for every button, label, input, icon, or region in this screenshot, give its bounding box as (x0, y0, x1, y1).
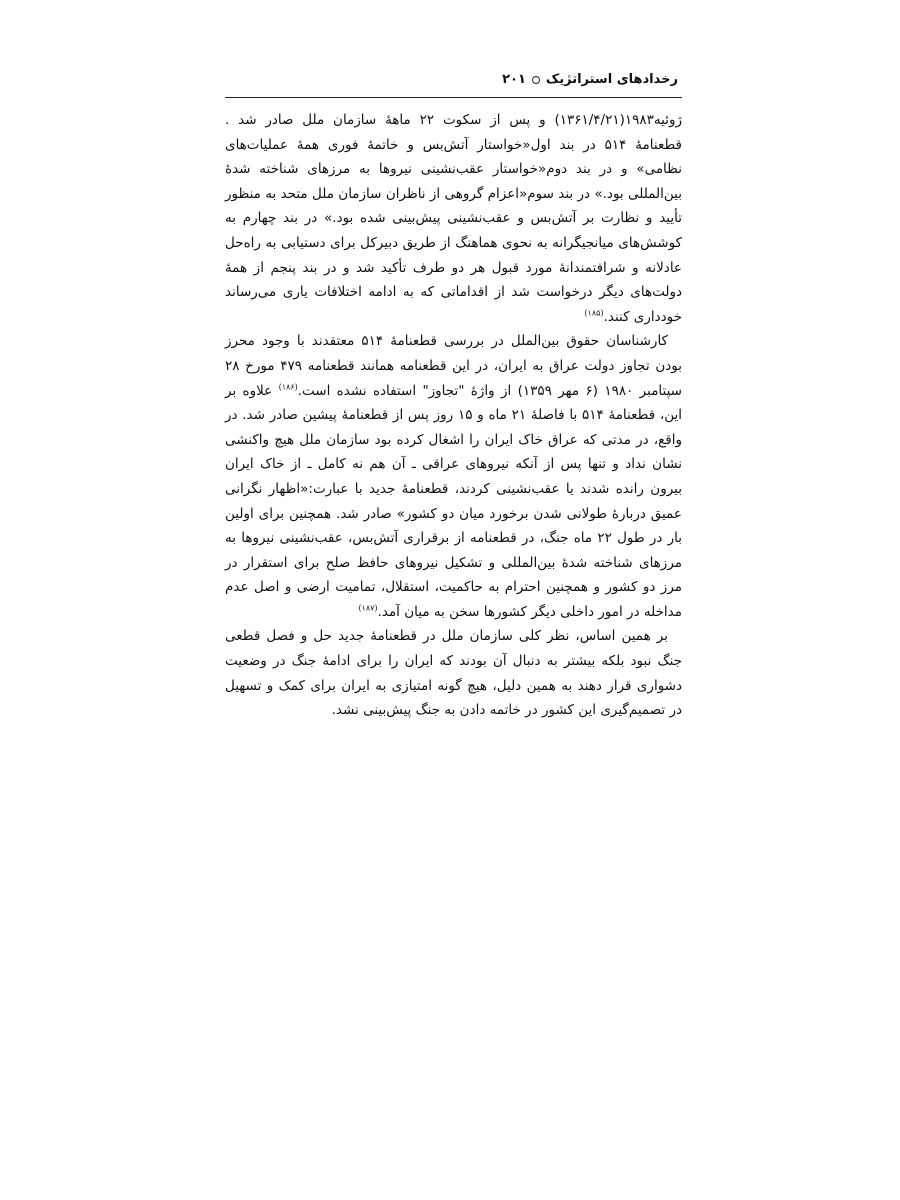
paragraph-3-text: بر همین اساس، نظر کلی سازمان ملل در قطعنامۀ جدید حل و فصل قطعی جنگ نبود بلکه بیشتر به دنبال آن بودند که ایران را برای ادامۀ جنگ در وضعیت دشواری قرار دهند به همین دلیل، هیچ گونه امتیازی به ایران برای کمک و تسهیل در تصمیم‌گیری این کشور در خاتمه دادن به جنگ پیش‌بینی نشد. (225, 628, 682, 719)
running-header-content (502, 72, 678, 87)
body-text (225, 108, 682, 723)
footnote-ref-186: (۱۸۶) (278, 382, 298, 392)
footnote-ref-185: (۱۸۵) (584, 308, 604, 318)
paragraph-1-text: ژوئیه۱۹۸۳(۱۳۶۱/۴/۲۱) و پس از سکوت ۲۲ ماهۀ سازمان ملل صادر شد . قطعنامۀ ۵۱۴ در بند اول«خواستار آتش‌بس و خاتمۀ فوری همۀ عملیات‌های نظامی» و در بند دوم«خواستار عقب‌نشینی نیروها به مرزهای شناخته شدۀ بین‌المللی بود.» در بند سوم«اعزام گروهی از ناظران سازمان ملل متحد به منظور تأیید و نظارت بر آتش‌بس و عقب‌نشینی پیش‌بینی شده بود.» در بند چهارم به کوشش‌های میانجیگرانه به نحوی هماهنگ از طریق دبیرکل برای دستیابی به راه‌حل عادلانه و شرافتمندانۀ مورد قبول هر دو طرف تأکید شد و در بند پنجم از همۀ دولت‌های دیگر درخواست شد از اقداماتی که به ادامه اختلافات یاری می‌رساند خودداری کنند. (225, 112, 683, 325)
header-title: رخدادهای استراتژیک (545, 72, 678, 87)
page-number: ۲۰۱ (502, 72, 526, 87)
running-header (225, 70, 682, 98)
footnote-ref-187: (۱۸۷) (358, 603, 378, 613)
paragraph-1 (225, 108, 682, 329)
paragraph-2-text-continued: علاوه بر این، قطعنامۀ ۵۱۴ با فاصلۀ ۲۱ ماه و ۱۵ روز پس از قطعنامۀ پیشین صادر شد. در واقع، در مدتی که عراق خاک ایران را اشغال کرده بود سازمان ملل هیچ واکنشی نشان نداد و تنها پس از آنکه نیروهای عراقی ـ آن هم نه کامل ـ از خاک ایران بیرون رانده شدند یا عقب‌نشینی کردند، قطعنامۀ جدید با عبارت:«اظهار نگرانی عمیق دربارۀ طولانی شدن برخورد میان دو کشور» صادر شد. همچنین برای اولین بار در طول ۲۲ ماه جنگ، در قطعنامه از برقراری آتش‌بس، عقب‌نشینی نیروها به مرزهای شناخته شدۀ بین‌المللی و تشکیل نیروهای حافظ صلح برای استقرار در مرز دو کشور و همچنین احترام به حاکمیت، استقلال، تمامیت ارضی و اصل عدم مداخله در امور داخلی دیگر کشورها سخن به میان آمد. (225, 382, 683, 620)
circle-ornament-icon (532, 76, 540, 84)
paragraph-3 (225, 624, 682, 722)
paragraph-2-text: کارشناسان حقوق بین‌الملل در بررسی قطعنامۀ ۵۱۴ معتقدند با وجود محرز بودن تجاوز دولت عراق به ایران، در این قطعنامه همانند قطعنامه ۴۷۹ مورخ ۲۸ سپتامبر ۱۹۸۰ (۶ مهر ۱۳۵۹) از واژۀ "تجاوز" استفاده نشده است. (225, 333, 682, 399)
paragraph-2 (225, 329, 682, 624)
